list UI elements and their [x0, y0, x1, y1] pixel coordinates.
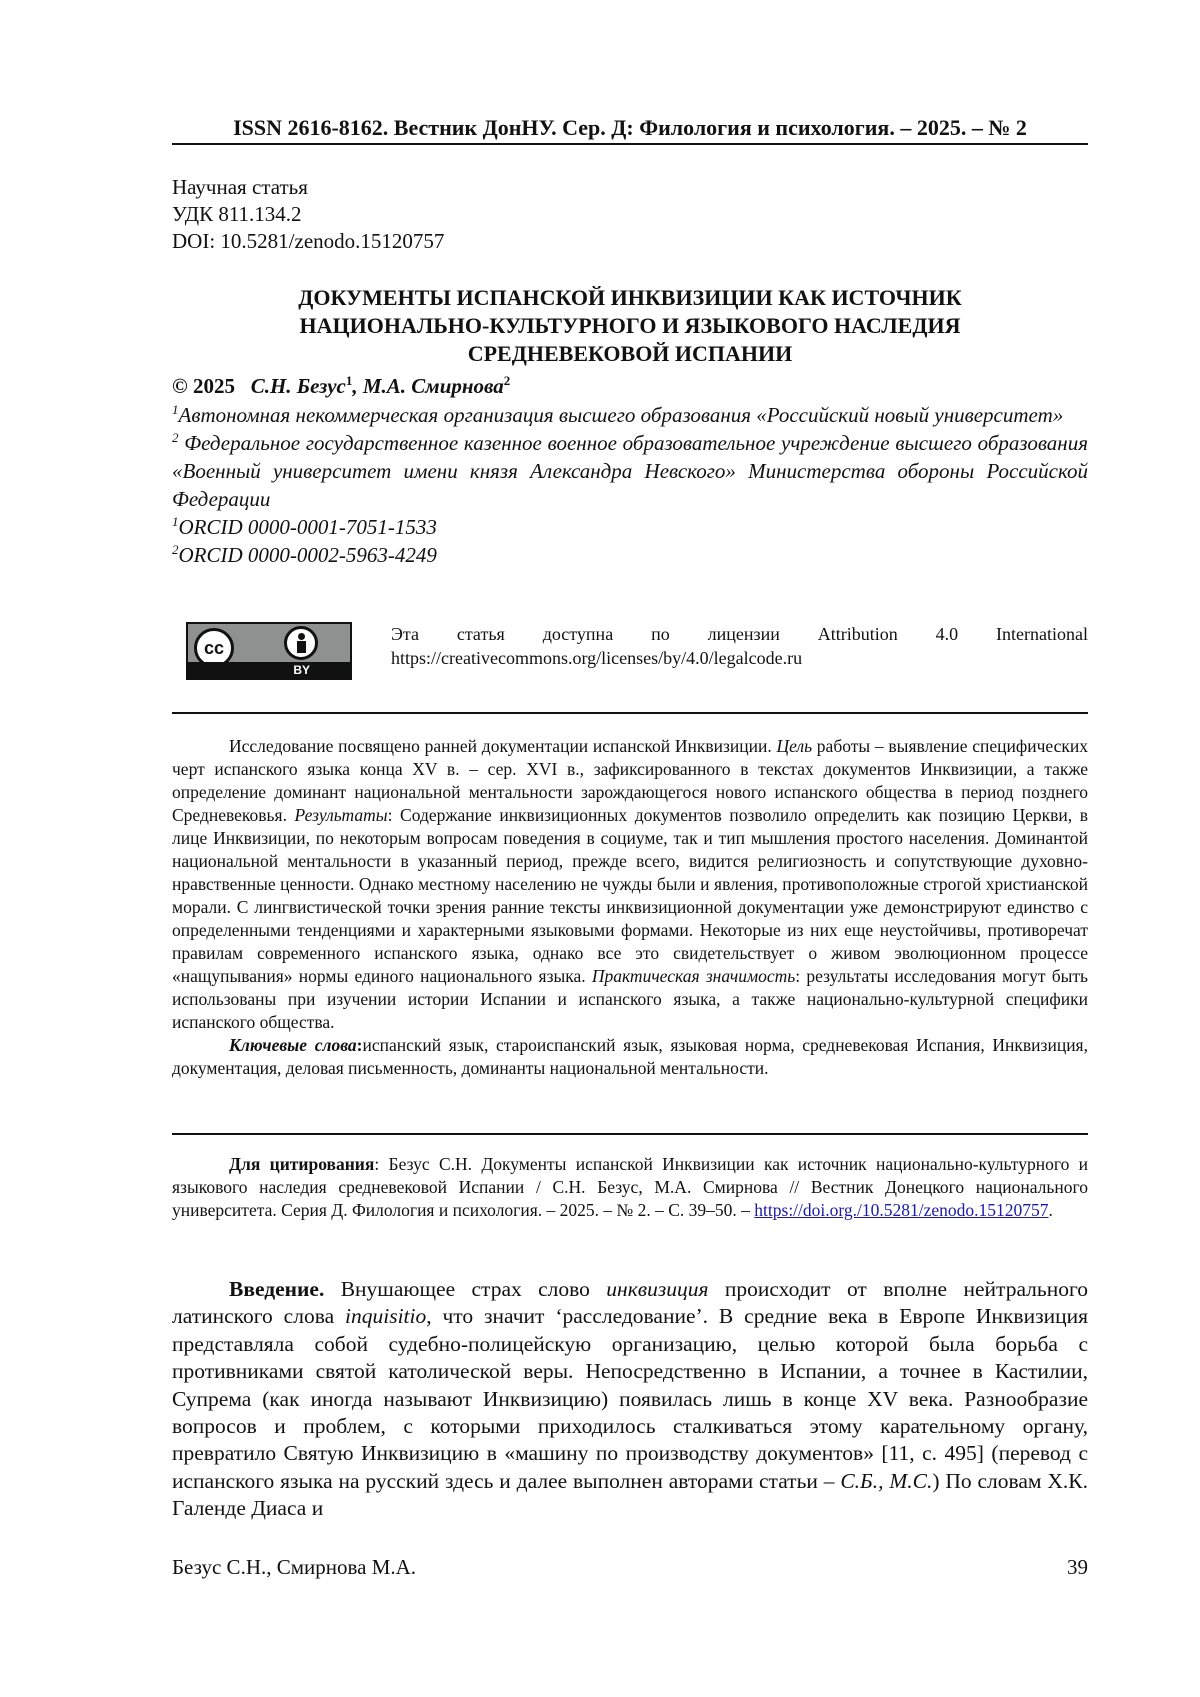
author-2-sup: 2 — [503, 373, 511, 388]
article-title — [172, 284, 1088, 368]
abstract-paragraph — [172, 735, 1088, 1034]
intro-word-inquisition: инквизиция — [606, 1277, 709, 1301]
doi: DOI: 10.5281/zenodo.15120757 — [172, 229, 445, 253]
license-block — [172, 622, 1088, 692]
license-url[interactable]: https://creativecommons.org/licenses/by/4.0/legalcode.ru — [391, 648, 803, 668]
orcid-1-text: ORCID 0000-0001-7051-1533 — [178, 515, 437, 539]
orcid-2 — [172, 541, 1088, 569]
license-line-1: Эта статья доступна по лицензии Attribution 4.0 International — [391, 624, 1088, 644]
intro-text-d: ) По словам Х.К. Галенде Диаса и — [172, 1468, 1088, 1521]
citation-end: . — [1048, 1200, 1053, 1220]
orcid-1 — [172, 513, 1088, 541]
abstract-goal-label: Цель — [776, 736, 813, 756]
citation-paragraph — [172, 1153, 1088, 1222]
title-line-1: ДОКУМЕНТЫ ИСПАНСКОЙ ИНКВИЗИЦИИ КАК ИСТОЧНИК — [298, 285, 962, 310]
author-1: С.Н. Безус — [250, 374, 346, 398]
abstract-text-d: : результаты исследования могут быть использованы при изучении истории Испании и испанского языка, а также национально-культурной специфики испанского общества. — [172, 966, 1088, 1032]
author-separator: , — [352, 374, 363, 398]
cc-icon: cc — [194, 628, 234, 668]
abstract — [172, 735, 1088, 1080]
intro-paragraph — [172, 1276, 1088, 1523]
intro-text-a: Внушающее страх слово — [324, 1277, 607, 1301]
citation-text: : Безус С.Н. Документы испанской Инквизиции как источник национально-культурного и языкового наследия средневековой Испании / С.Н. Безус, М.А. Смирнова // Вестник Донецкого национального университета. Серия Д. Филология и психология. – 2025. – № 2. – С. 39–50. – — [172, 1154, 1088, 1220]
orcid-2-text: ORCID 0000-0002-5963-4249 — [178, 543, 437, 567]
page-number: 39 — [1067, 1555, 1088, 1579]
introduction — [172, 1276, 1088, 1523]
authors-line — [172, 372, 510, 400]
intro-heading: Введение. — [229, 1277, 325, 1301]
affiliations — [172, 401, 1088, 569]
keywords — [172, 1034, 1088, 1080]
orcid-1-sup: 1 — [172, 514, 179, 529]
affiliation-2 — [172, 429, 1088, 513]
citation-doi-link[interactable]: https://doi.org./10.5281/zenodo.15120757 — [754, 1200, 1049, 1220]
attribution-person-icon — [284, 626, 318, 660]
intro-text-c: , что значит ‘расследование’. В средние века в Европе Инквизиция представляла собой судебно-полицейскую организацию, целью которой была борьба с противниками святой католической веры. Непосредственно в Испании, а точнее в Кастилии, Супрема (как иногда называют Инквизицию) появилась лишь в конце XV века. Разнообразие вопросов и проблем, с которыми приходилось сталкиваться этому карательному органу, превратило Святую Инквизицию в «машину по производству документов» [11, с. 495] (перевод с испанского языка на русский здесь и далее выполнен авторами статьи – — [172, 1304, 1088, 1493]
article-type: Научная статья — [172, 175, 308, 199]
author-2: М.А. Смирнова — [362, 374, 504, 398]
journal-header: ISSN 2616-8162. Вестник ДонНУ. Сер. Д: Филология и психология. – 2025. – № 2 — [172, 114, 1088, 145]
badge-bar — [188, 662, 350, 678]
divider-top — [172, 712, 1088, 714]
affiliation-2-text: Федеральное государственное казенное военное образовательное учреждение высшего образования «Военный университет имени князя Александра Невского» Министерства обороны Российской Федерации — [172, 431, 1088, 511]
intro-word-latin: inquisitio — [345, 1304, 427, 1329]
abstract-practical-label: Практическая значимость — [591, 966, 796, 986]
keywords-colon: : — [356, 1035, 363, 1055]
citation-block — [172, 1153, 1088, 1222]
page-footer — [172, 1553, 1088, 1581]
keywords-label: Ключевые слова — [229, 1035, 357, 1055]
abstract-results-label: Результаты — [294, 805, 388, 825]
author-1-sup: 1 — [345, 373, 353, 388]
abstract-text-b: работы – выявление специфических черт испанского языка конца XV в. – сер. XVI в., зафиксированного в текстах документов Инквизиции, а также определение доминант национальной ментальности зарождающегося нового испанского общества в период позднего Средневековья. — [172, 736, 1089, 825]
orcid-2-sup: 2 — [172, 542, 179, 557]
affiliation-2-sup: 2 — [172, 430, 179, 445]
keywords-text: испанский язык, староиспанский язык, языковая норма, средневековая Испания, Инквизиция, документация, деловая письменность, доминанты национальной ментальности. — [172, 1035, 1088, 1078]
affiliation-1-sup: 1 — [172, 402, 179, 417]
copyright: © 2025 — [172, 374, 235, 398]
cc-by-badge[interactable] — [186, 622, 352, 680]
license-text — [391, 622, 1088, 670]
abstract-text-c: : Содержание инквизиционных документов позволило определить как позицию Церкви, в лице Инквизиции, по некоторым вопросам поведения в социуме, так и тип мышления простого населения. Доминантой национальной ментальности в указанный период, прежде всего, видится религиозность и сопутствующие духовно-нравственные ценности. Однако местному населению не чужды были и явления, противоположные строгой христианской морали. С лингвистической точки зрения ранние тексты инквизиционной документации уже демонстрируют единство с определенными тенденциями и характерными языковыми формами. Некоторые из них еще неустойчивы, противоречат правилам современного испанского языка, однако все это свидетельствует о живом эволюционном процессе «нащупывания» нормы единого национального языка. — [172, 805, 1088, 986]
affiliation-1 — [172, 401, 1088, 429]
udc-code: УДК 811.134.2 — [172, 202, 302, 226]
divider-middle — [172, 1133, 1088, 1135]
title-line-3: СРЕДНЕВЕКОВОЙ ИСПАНИИ — [467, 341, 793, 366]
citation-label: Для цитирования — [229, 1154, 375, 1174]
affiliation-1-text: Автономная некоммерческая организация высшего образования «Российский новый университет» — [178, 403, 1064, 427]
abstract-text-a: Исследование посвящено ранней документации испанской Инквизиции. — [229, 736, 777, 756]
intro-initials: С.Б., М.С. — [840, 1468, 933, 1493]
article-meta — [172, 174, 444, 255]
by-label: BY — [293, 663, 310, 677]
title-line-2: НАЦИОНАЛЬНО-КУЛЬТУРНОГО И ЯЗЫКОВОГО НАСЛЕДИЯ — [299, 313, 961, 338]
intro-text-b: происходит от вполне нейтрального латинского слова — [172, 1277, 1088, 1329]
footer-authors: Безус С.Н., Смирнова М.А. — [172, 1555, 417, 1579]
